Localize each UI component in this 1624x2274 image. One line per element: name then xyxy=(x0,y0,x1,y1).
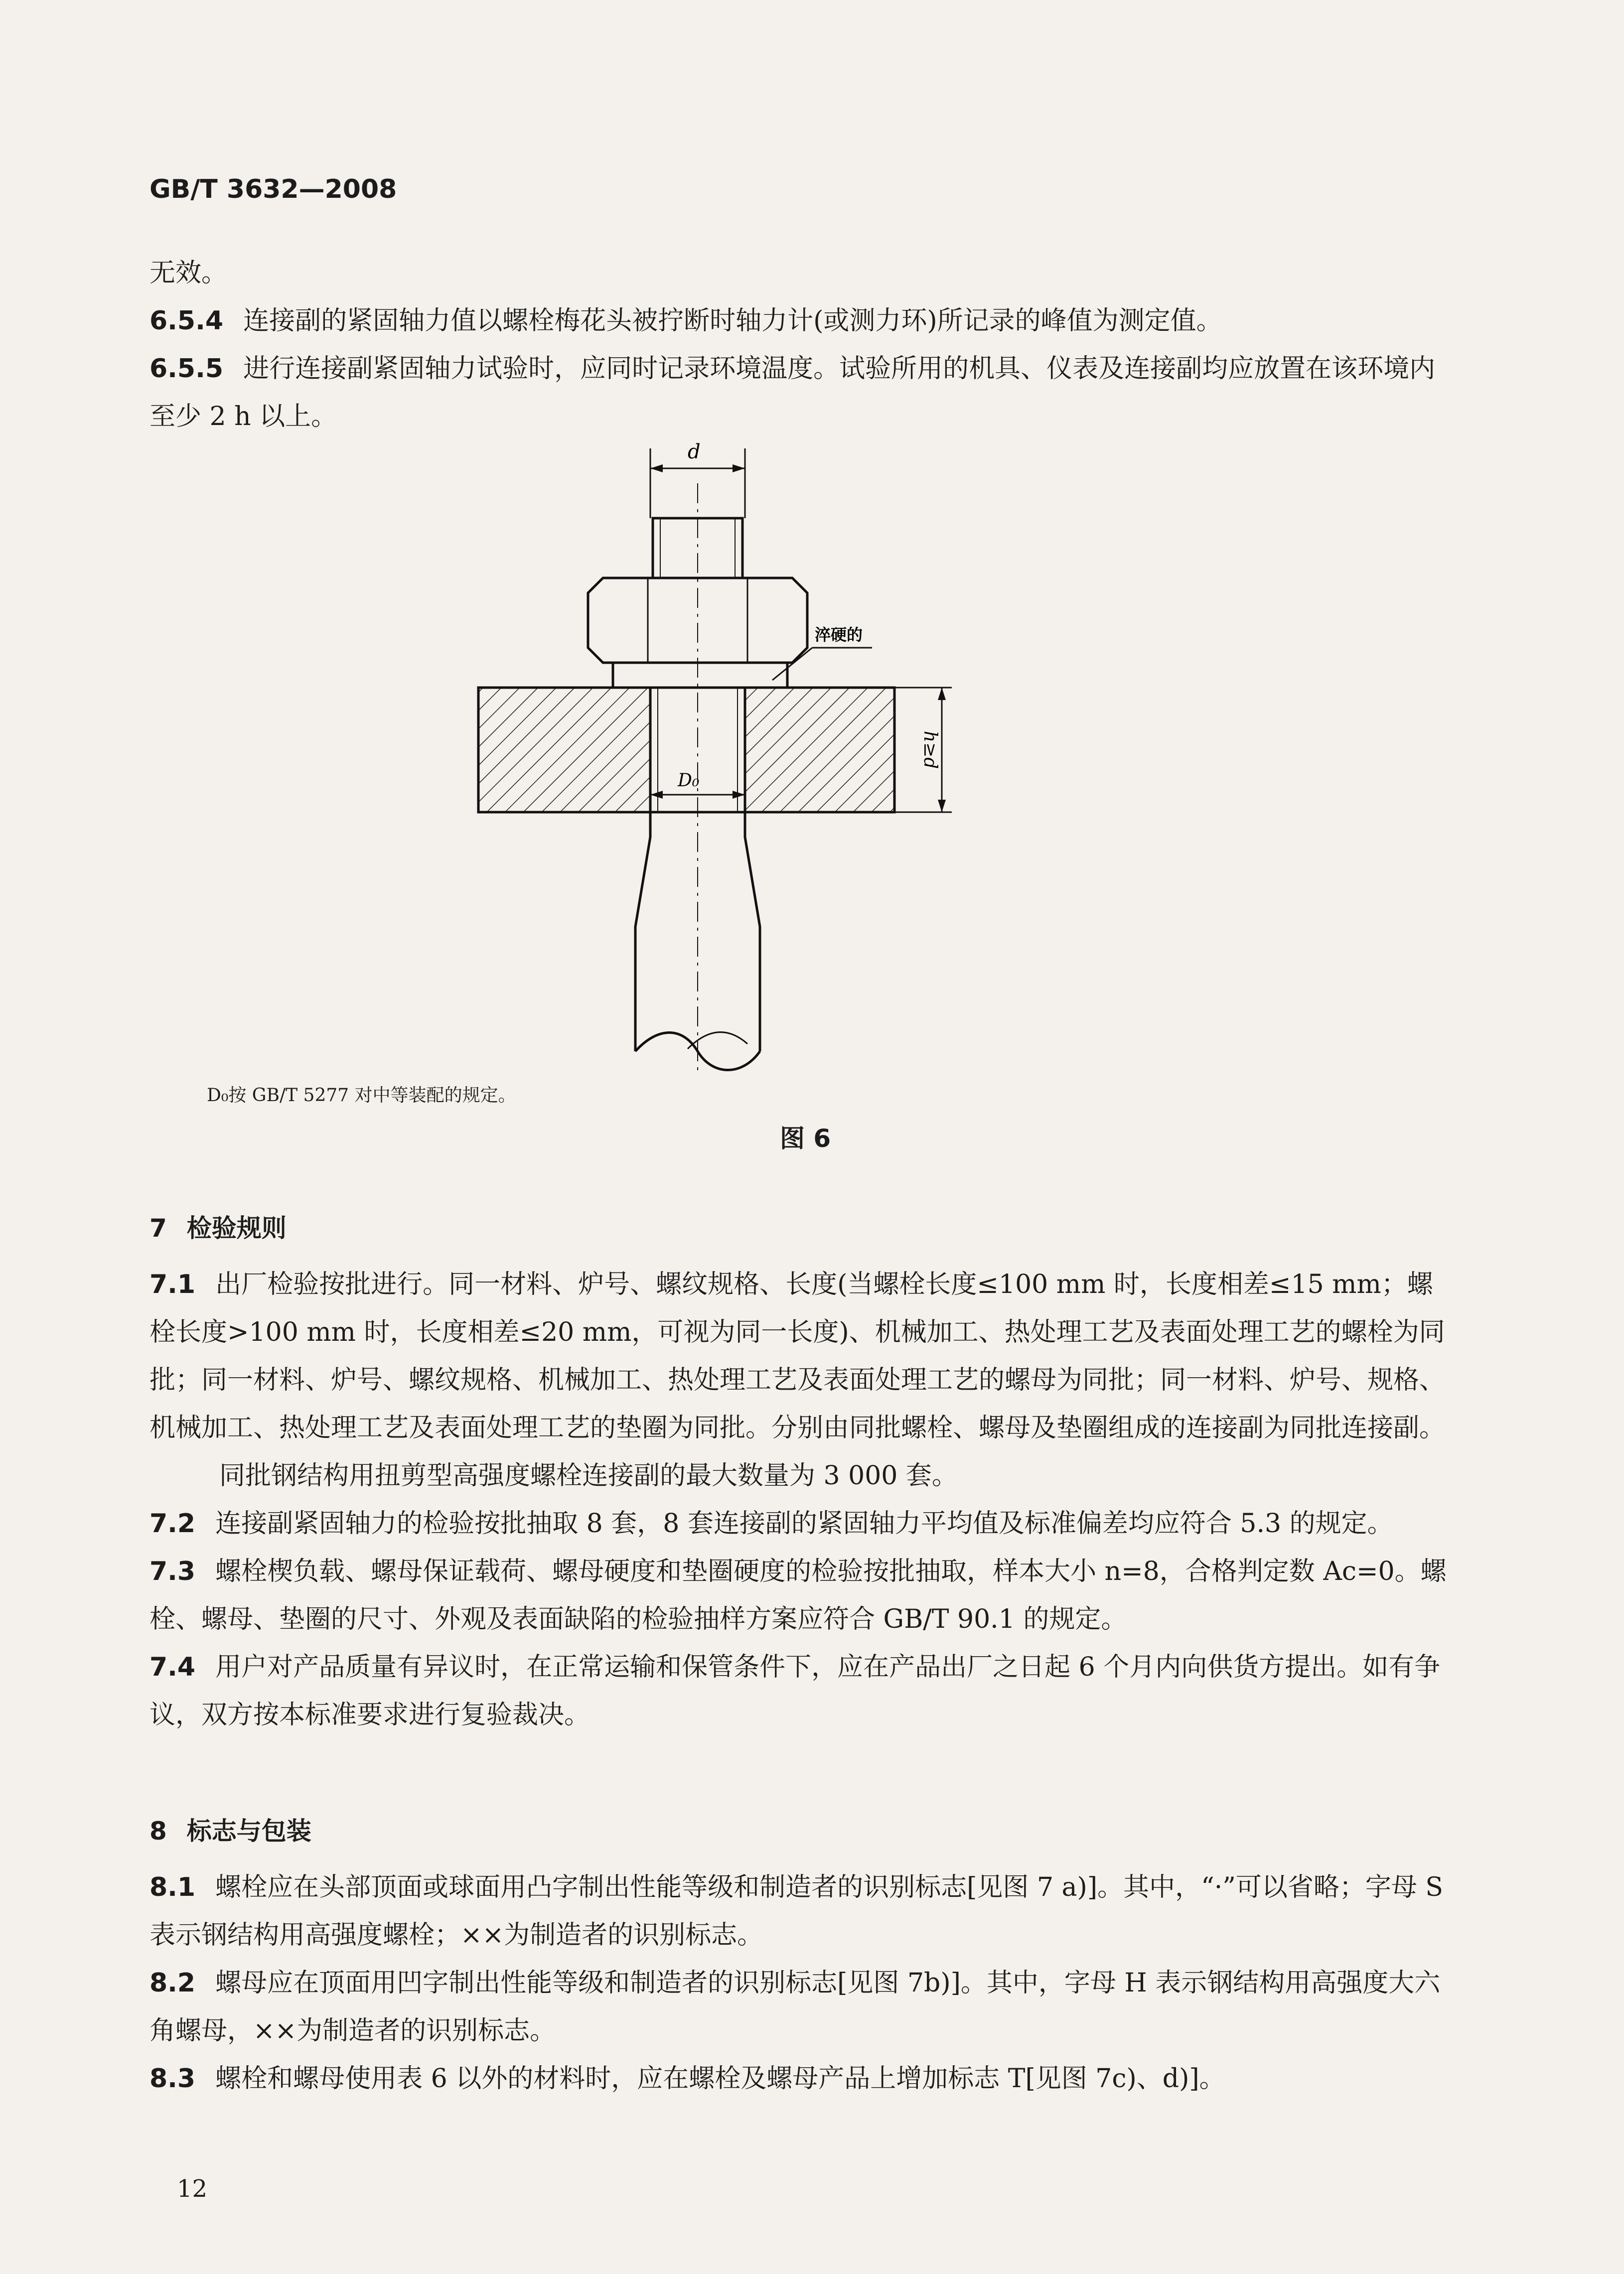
section-7-heading: 7 检验规则 xyxy=(149,1214,287,1243)
document-code-header: GB/T 3632—2008 xyxy=(149,174,397,204)
section-7-body xyxy=(149,1261,1455,1739)
plate-right xyxy=(745,688,894,812)
label-h: h≥d xyxy=(920,730,940,769)
paragraph-7-1: 7.1 出厂检验按批进行。同一材料、炉号、螺纹规格、长度(当螺栓长度≤100 mm 时，长度相差≤15 mm；螺栓长度>100 mm 时，长度相差≤20 mm，可视为同一长度)、机械加工、热处理工艺及表面处理工艺的螺栓为同批；同一材料、炉号、螺纹规格、机械加工、热处理工艺及表面处理工艺的螺母为同批；同一材料、炉号、规格、机械加工、热处理工艺及表面处理工艺的垫圈为同批。分别由同批螺栓、螺母及垫圈组成的连接副为同批连接副。 xyxy=(149,1270,1446,1443)
bolt-shank-left xyxy=(635,812,650,1051)
label-d0: D₀ xyxy=(678,770,700,791)
label-hardened: 淬硬的 xyxy=(815,625,863,644)
paragraph-8-3: 8.3 螺栓和螺母使用表 6 以外的材料时，应在螺栓及螺母产品上增加标志 T[见图 7c)、d)]。 xyxy=(149,2064,1225,2094)
paragraph-6-5-5: 6.5.5 进行连接副紧固轴力试验时，应同时记录环境温度。试验所用的机具、仪表及连接副均应放置在该环境内至少 2 h 以上。 xyxy=(149,354,1436,431)
bolt-shank-right xyxy=(745,812,760,1051)
section-8-heading: 8 标志与包装 xyxy=(149,1817,311,1846)
paragraph-continuation: 无效。 xyxy=(149,258,228,288)
page-number: 12 xyxy=(177,2175,208,2203)
paragraph-6-5-4: 6.5.4 连接副的紧固轴力值以螺栓梅花头被拧断时轴力计(或测力环)所记录的峰值为测定值。 xyxy=(149,306,1222,336)
paragraph-7-4: 7.4 用户对产品质量有异议时，在正常运输和保管条件下，应在产品出厂之日起 6 个月内向供货方提出。如有争议，双方按本标准要求进行复验裁决。 xyxy=(149,1652,1441,1730)
figure-caption: 图 6 xyxy=(780,1124,831,1153)
figure-note: D₀按 GB/T 5277 对中等装配的规定。 xyxy=(207,1085,516,1106)
hardened-washer xyxy=(613,663,787,688)
paragraph-7-2: 7.2 连接副紧固轴力的检验按批抽取 8 套，8 套连接副的紧固轴力平均值及标准偏差均应符合 5.3 的规定。 xyxy=(149,1509,1393,1539)
top-paragraphs xyxy=(149,249,1455,440)
section-8-body xyxy=(149,1863,1455,2103)
paragraph-max-quantity: 同批钢结构用扭剪型高强度螺栓连接副的最大数量为 3 000 套。 xyxy=(219,1461,958,1491)
plate-left xyxy=(478,688,650,812)
paragraph-8-2: 8.2 螺母应在顶面用凹字制出性能等级和制造者的识别标志[见图 7b)]。其中，字母 H 表示钢结构用高强度大六角螺母，××为制造者的识别标志。 xyxy=(149,1968,1441,2046)
figure-6-bolt-test-diagram xyxy=(448,428,997,1086)
paragraph-7-3: 7.3 螺栓楔负载、螺母保证载荷、螺母硬度和垫圈硬度的检验按批抽取，样本大小 n=8，合格判定数 Ac=0。螺栓、螺母、垫圈的尺寸、外观及表面缺陷的检验抽样方案应符合 GB/T 90.1 的规定。 xyxy=(149,1557,1447,1634)
label-d: d xyxy=(688,440,701,463)
paragraph-8-1: 8.1 螺栓应在头部顶面或球面用凸字制出性能等级和制造者的识别标志[见图 7 a)]。其中，“·”可以省略；字母 S 表示钢结构用高强度螺栓；××为制造者的识别标志。 xyxy=(149,1872,1443,1950)
